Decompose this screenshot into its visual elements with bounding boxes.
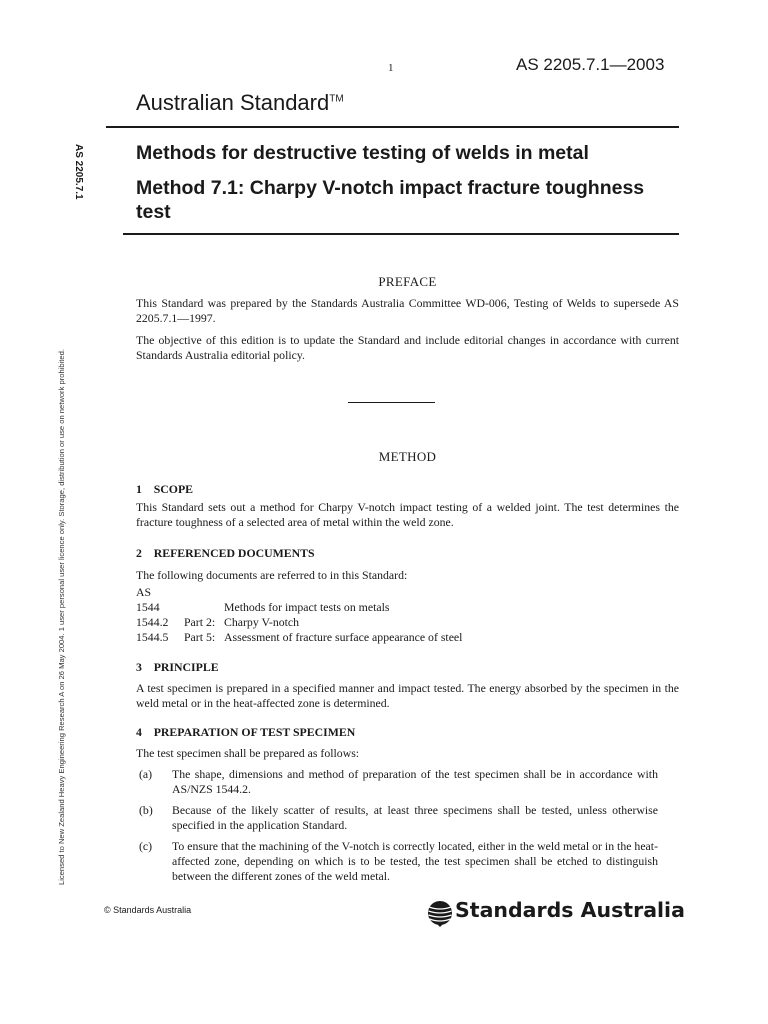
title-top-rule: [106, 126, 679, 128]
reference-row: [136, 600, 389, 615]
title-line-2: Method 7.1: Charpy V-notch impact fracture toughness test: [136, 177, 645, 223]
referenced-documents-heading: 2 REFERENCED DOCUMENTS: [136, 546, 315, 560]
standard-code: AS 2205.7.1—2003: [516, 55, 665, 74]
reference-part: Part 5:: [184, 630, 216, 644]
list-item-marker: (c): [139, 839, 153, 853]
side-standard-code-text: AS 2205.7.1: [73, 144, 84, 200]
page-number: 1: [388, 62, 394, 74]
copyright-notice: © Standards Australia: [104, 905, 192, 915]
preface-paragraph-2: The objective of this edition is to update the Standard and include editorial changes in accordance with current Standards Australia editorial policy.: [136, 333, 679, 362]
scope-heading: 1 SCOPE: [136, 482, 194, 496]
standards-australia-emblem-icon: [425, 898, 455, 928]
list-item-text: To ensure that the machining of the V-notch is correctly located, either in the weld metal or in the heat-affected zone, depending on which is to be tested, the test specimen shall be etched to distinguish between the different zones of the weld metal.: [172, 839, 658, 883]
reference-row: [136, 630, 462, 645]
reference-prefix: AS: [136, 585, 152, 599]
reference-number: 1544.2: [136, 615, 169, 629]
reference-title: Assessment of fracture surface appearance of steel: [224, 630, 463, 644]
publisher-label-text: Australian Standard: [136, 90, 330, 115]
list-item-text: The shape, dimensions and method of preparation of the test specimen shall be in accordance with AS/NZS 1544.2.: [172, 767, 658, 796]
section-divider: [348, 402, 435, 403]
reference-row: [136, 615, 299, 630]
preface-heading: PREFACE: [378, 274, 437, 289]
licence-notice: [57, 245, 71, 885]
title-line-1: Methods for destructive testing of welds in metal: [136, 142, 589, 164]
reference-title: Methods for impact tests on metals: [224, 600, 390, 614]
preparation-heading: 4 PREPARATION OF TEST SPECIMEN: [136, 725, 356, 739]
reference-title: Charpy V-notch: [224, 615, 300, 629]
list-item-marker: (b): [139, 803, 153, 817]
publisher-label: [136, 90, 344, 116]
side-standard-code: [72, 144, 92, 214]
reference-number: 1544.5: [136, 630, 169, 644]
trademark-symbol: TM: [329, 93, 344, 105]
list-item-text: Because of the likely scatter of results, at least three specimens shall be tested, unless otherwise specified in the application Standard.: [172, 803, 658, 832]
reference-number: 1544: [136, 600, 160, 614]
reference-part: Part 2:: [184, 615, 216, 629]
method-heading: METHOD: [378, 449, 437, 464]
scope-text: This Standard sets out a method for Charpy V-notch impact testing of a welded joint. The test determines the fracture toughness of a selected area of metal within the weld zone.: [136, 500, 679, 529]
list-item-marker: (a): [139, 767, 153, 781]
principle-text: A test specimen is prepared in a specified manner and impact tested. The energy absorbed by the specimen in the weld metal or in the heat-affected zone is determined.: [136, 681, 679, 710]
preface-paragraph-1: This Standard was prepared by the Standards Australia Committee WD-006, Testing of Welds to supersede AS 2205.7.1—1997.: [136, 296, 679, 325]
title-bottom-rule: [123, 233, 679, 235]
licence-notice-text: Licensed to New Zealand Heavy Engineering Research A on 26 May 2004. 1 user personal user licence only. Storage, distribution or use on network prohibited.: [57, 349, 66, 885]
standards-australia-brand: Standards Australia: [455, 898, 685, 922]
principle-heading: 3 PRINCIPLE: [136, 660, 219, 674]
preparation-intro: The test specimen shall be prepared as follows:: [136, 746, 360, 760]
referenced-documents-intro: The following documents are referred to in this Standard:: [136, 568, 408, 582]
